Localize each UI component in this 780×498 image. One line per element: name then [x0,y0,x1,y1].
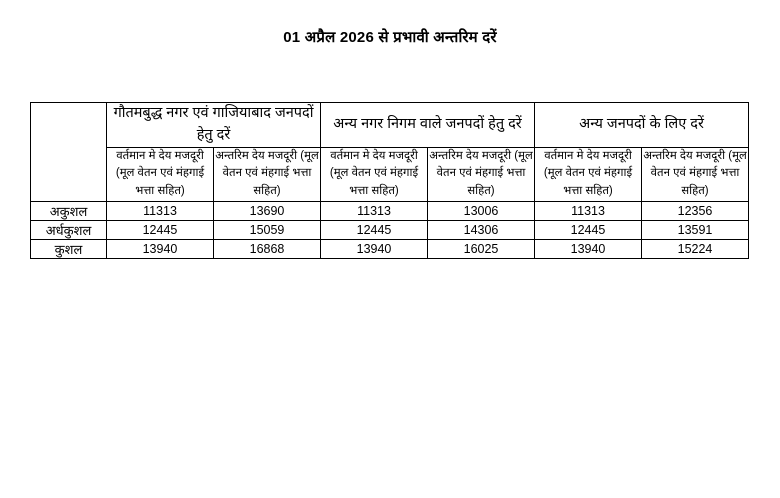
table-header [31,103,749,202]
table-body [31,201,749,258]
cell-semiskilled-interim-1: 15059 [214,220,321,239]
group-header-nagar-nigam: अन्य नगर निगम वाले जनपदों हेतु दरें [321,103,535,148]
cell-semiskilled-interim-2: 14306 [428,220,535,239]
row-label-skilled: कुशल [31,239,107,258]
group-header-gautambudh-ghaziabad: गौतमबुद्ध नगर एवं गाजियाबाद जनपदों हेतु दरें [107,103,321,148]
interim-wage-rates-table [30,102,749,259]
sub-header-interim-2: अन्तरिम देय मजदूरी (मूल वेतन एवं मंहगाई भत्ता सहित) [428,147,535,201]
sub-header-row [31,147,749,201]
cell-skilled-interim-3: 15224 [642,239,749,258]
cell-semiskilled-current-1: 12445 [107,220,214,239]
sub-header-interim-1: अन्तरिम देय मजदूरी (मूल वेतन एवं मंहगाई भत्ता सहित) [214,147,321,201]
cell-unskilled-interim-2: 13006 [428,201,535,220]
cell-semiskilled-current-2: 12445 [321,220,428,239]
table-row [31,239,749,258]
cell-unskilled-current-2: 11313 [321,201,428,220]
cell-semiskilled-current-3: 12445 [535,220,642,239]
document-page [0,28,780,498]
table-corner-cell [31,103,107,202]
table-row [31,220,749,239]
cell-skilled-interim-1: 16868 [214,239,321,258]
cell-skilled-current-1: 13940 [107,239,214,258]
page-title: 01 अप्रैल 2026 से प्रभावी अन्तरिम दरें [283,29,497,46]
cell-unskilled-current-3: 11313 [535,201,642,220]
table-row [31,201,749,220]
sub-header-current-3: वर्तमान मे देय मजदूरी (मूल वेतन एवं मंहगाई भत्ता सहित) [535,147,642,201]
row-label-semiskilled: अर्धकुशल [31,220,107,239]
cell-skilled-interim-2: 16025 [428,239,535,258]
group-header-other-districts: अन्य जनपदों के लिए दरें [535,103,749,148]
sub-header-interim-3: अन्तरिम देय मजदूरी (मूल वेतन एवं मंहगाई भत्ता सहित) [642,147,749,201]
row-label-unskilled: अकुशल [31,201,107,220]
cell-skilled-current-2: 13940 [321,239,428,258]
rates-table-container [30,102,748,259]
cell-unskilled-interim-3: 12356 [642,201,749,220]
cell-unskilled-current-1: 11313 [107,201,214,220]
cell-unskilled-interim-1: 13690 [214,201,321,220]
cell-skilled-current-3: 13940 [535,239,642,258]
sub-header-current-2: वर्तमान मे देय मजदूरी (मूल वेतन एवं मंहगाई भत्ता सहित) [321,147,428,201]
group-header-row [31,103,749,148]
cell-semiskilled-interim-3: 13591 [642,220,749,239]
sub-header-current-1: वर्तमान मे देय मजदूरी (मूल वेतन एवं मंहगाई भत्ता सहित) [107,147,214,201]
